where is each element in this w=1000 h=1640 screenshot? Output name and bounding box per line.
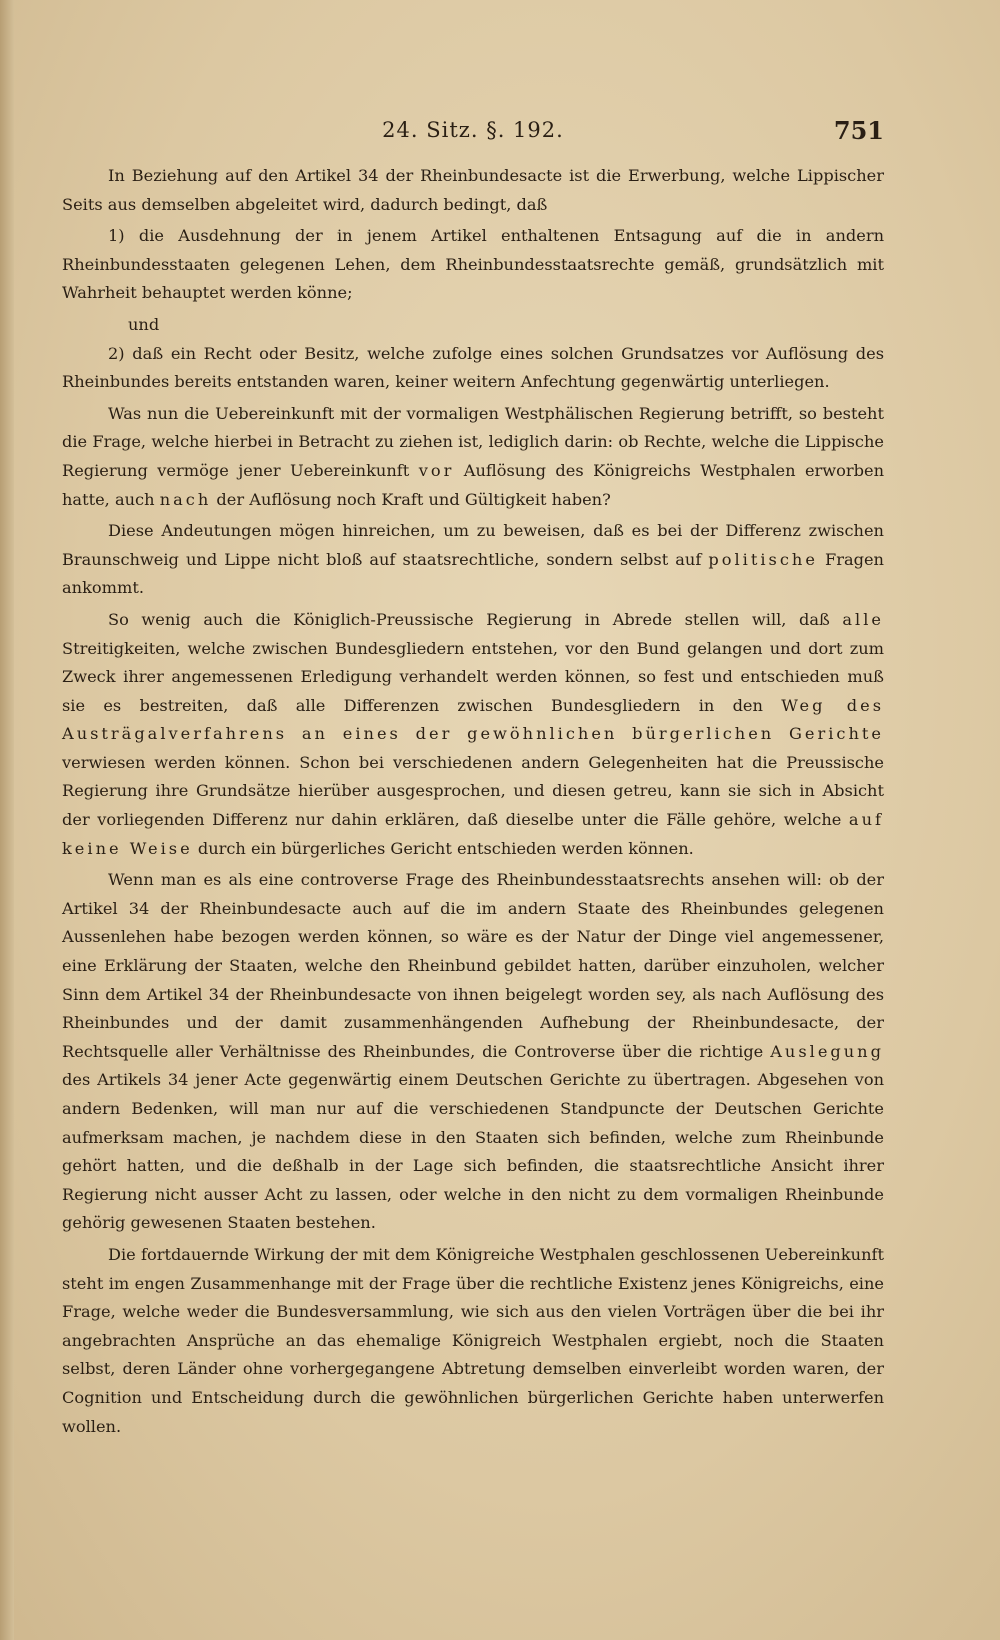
- list-item-1: 1) die Ausdehnung der in jenem Artikel enthaltenen Entsagung auf die in andern Rheinbundesstaaten gelegenen Lehen, dem Rheinbundesstaatsrechte gemäß, grundsätzlich mit Wahrheit behauptet werden könne;: [62, 226, 884, 303]
- emphasis-alle: alle: [842, 609, 884, 629]
- paragraph-2: [62, 400, 884, 514]
- paragraph-4-part-d: durch ein bürgerliches Gericht entschieden werden können.: [197, 838, 694, 858]
- emphasis-vor: vor: [418, 460, 455, 480]
- page-number: 751: [833, 116, 884, 145]
- paragraph-5-part-a: Wenn man es als eine controverse Frage des Rheinbundesstaatsrechts ansehen will: ob der Artikel 34 der Rheinbundesacte auch auf die im andern Staate des Rheinbundes gelegenen Aussenlehen habe bezogen werden können, so wäre es der Natur der Dinge viel angemessener, eine Erklärung der Staaten, welche den Rheinbund gebildet hatten, darüber einzuholen, welcher Sinn dem Artikel 34 der Rheinbundesacte von ihnen beigelegt worden sey, als nach Auflösung des Rheinbundes und der damit zusammenhängenden Aufhebung der Rheinbundesacte, der Rechtsquelle aller Verhältnisse des Rheinbundes, die Controverse über die richtige: [62, 870, 884, 1061]
- emphasis-weg: Weg des Austrägalverfahrens an eines der gewöhnlichen bürgerlichen Gerichte: [62, 695, 884, 744]
- emphasis-nach: nach: [159, 489, 212, 509]
- emphasis-keine-weise: auf keine Weise: [62, 810, 884, 858]
- paragraph-2-part-c: der Auflösung noch Kraft und Gültigkeit haben?: [216, 489, 611, 509]
- paragraph-3: [62, 517, 884, 603]
- paragraph-3-part-a: Diese Andeutungen mögen hinreichen, um zu beweisen, daß es bei der Differenz zwischen Braunschweig und Lippe nicht bloß auf staatsrechtliche, sondern selbst auf: [62, 521, 884, 569]
- paragraph-5-part-b: des Artikels 34 jener Acte gegenwärtig einem Deutschen Gerichte zu übertragen. Abgesehen von andern Bedenken, will man nur auf die verschiedenen Standpuncte der Deutschen Gerichte aufmerksam machen, je nachdem diese in den Staaten sich befinden, welche zum Rheinbunde gehört hatten, und die deßhalb in der Lage sich befinden, die staatsrechtliche Ansicht ihrer Regierung nicht ausser Acht zu lassen, oder welche in den nicht zu dem vormaligen Rheinbunde gehörig gewesenen Staaten bestehen.: [62, 1070, 884, 1233]
- paragraph-4-part-c: verwiesen werden können. Schon bei verschiedenen andern Gelegenheiten hat die Preussische Regierung ihre Grundsätze hierüber ausgesprochen, und diesen getreu, kann sie sich in Absicht der vorliegenden Differenz nur dahin erklären, daß dieselbe unter die Fälle gehöre, welche: [62, 752, 884, 830]
- conjunction-und: und: [128, 314, 160, 334]
- list-item-2: 2) daß ein Recht oder Besitz, welche zufolge eines solchen Grundsatzes vor Auflösung des Rheinbundes bereits entstanden waren, keiner weitern Anfechtung gegenwärtig unterliegen.: [62, 343, 884, 392]
- body-text: [62, 162, 884, 1444]
- emphasis-politische: politische: [708, 549, 818, 569]
- paragraph-4-part-a: So wenig auch die Königlich-Preussische Regierung in Abrede stellen will, daß: [108, 609, 830, 629]
- paragraph-3-part-b: Fragen ankommt.: [62, 549, 884, 598]
- page-header: [62, 118, 884, 152]
- running-head: 24. Sitz. §. 192.: [382, 118, 564, 142]
- emphasis-auslegung: Auslegung: [770, 1041, 884, 1061]
- page-gutter: [0, 0, 14, 1640]
- paragraph-2-part-b: Auflösung des Königreichs Westphalen erworben hatte, auch: [62, 460, 885, 509]
- paragraph-6: Die fortdauernde Wirkung der mit dem Königreiche Westphalen geschlossenen Uebereinkunft steht im engen Zusammenhange mit der Frage über die rechtliche Existenz jenes Königreichs, eine Frage, welche weder die Bundesversammlung, wie sich aus den vielen Vorträgen über die bei ihr angebrachten Ansprüche an das ehemalige Königreich Westphalen ergiebt, noch die Staaten selbst, deren Länder ohne vorhergegangene Abtretung demselben einverleibt worden waren, der Cognition und Entscheidung durch die gewöhnlichen bürgerlichen Gerichte haben unterwerfen wollen.: [62, 1244, 884, 1436]
- paragraph-4-part-b: Streitigkeiten, welche zwischen Bundesgliedern entstehen, vor den Bund gelangen und dort zum Zweck ihrer angemessenen Erledigung verhandelt werden können, so fest und entschieden muß sie es bestreiten, daß alle Differenzen zwischen Bundesgliedern in den: [62, 638, 884, 715]
- paragraph-1: In Beziehung auf den Artikel 34 der Rheinbundesacte ist die Erwerbung, welche Lippischer Seits aus demselben abgeleitet wird, dadurch bedingt, daß: [62, 166, 884, 214]
- paragraph-4: [62, 606, 884, 863]
- paragraph-5: [62, 866, 884, 1238]
- paragraph-2-part-a: Was nun die Uebereinkunft mit der vormaligen Westphälischen Regierung betrifft, so besteht die Frage, welche hierbei in Betracht zu ziehen ist, lediglich darin: ob Rechte, welche die Lippische Regierung vermöge jener Uebereinkunft: [62, 403, 884, 480]
